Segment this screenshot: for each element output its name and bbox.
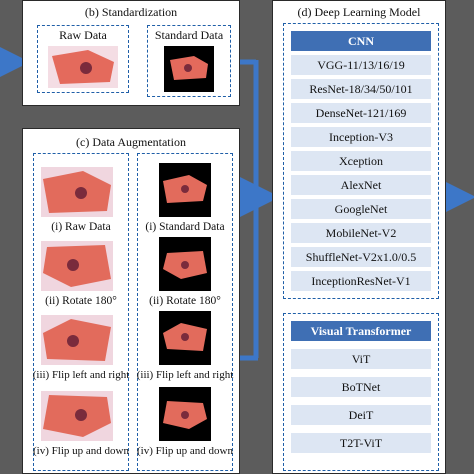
- standardization-title: (b) Standardization: [84, 5, 178, 19]
- cnn-item: Inception-V3: [291, 127, 431, 147]
- cnn-item: ResNet-18/34/50/101: [291, 79, 431, 99]
- raw-data-label: Raw Data: [59, 28, 107, 42]
- raw-image-2: [41, 241, 113, 291]
- cnn-item: GoogleNet: [291, 199, 431, 219]
- raw-image-3: [41, 315, 113, 365]
- vt-header: Visual Transformer: [291, 321, 431, 341]
- raw-caption-2: (ii) Rotate 180°: [45, 295, 117, 307]
- cnn-item: InceptionResNet-V1: [291, 271, 431, 291]
- augmentation-title: (c) Data Augmentation: [76, 135, 186, 149]
- standard-image-4: [159, 387, 211, 441]
- standard-caption-1: (i) Standard Data: [145, 221, 225, 233]
- raw-data-box: [37, 25, 129, 93]
- raw-cell-image: [48, 46, 118, 88]
- vt-item: ViT: [291, 349, 431, 369]
- standardization-panel: [22, 0, 240, 106]
- cnn-list: [291, 31, 431, 297]
- cnn-item: DenseNet-121/169: [291, 103, 431, 123]
- standard-image-3: [159, 311, 211, 365]
- augmentation-panel: [22, 128, 240, 474]
- standard-caption-4: (iv) Flip up and down: [137, 445, 233, 457]
- raw-caption-4: (iv) Flip up and down: [33, 445, 129, 457]
- raw-caption-1: (i) Raw Data: [51, 221, 111, 233]
- cnn-item: Xception: [291, 151, 431, 171]
- standard-data-label: Standard Data: [154, 28, 224, 42]
- standard-caption-3: (iii) Flip left and right: [136, 369, 234, 381]
- cnn-item: AlexNet: [291, 175, 431, 195]
- standard-image-1: [159, 163, 211, 217]
- model-panel: [272, 0, 446, 474]
- vt-item: T2T-ViT: [291, 433, 431, 453]
- standard-data-box: [147, 25, 231, 97]
- cnn-item: MobileNet-V2: [291, 223, 431, 243]
- model-title: (d) Deep Learning Model: [297, 5, 421, 19]
- vt-item: BoTNet: [291, 377, 431, 397]
- standard-image-2: [159, 237, 211, 291]
- vt-list: [291, 321, 431, 467]
- cnn-header: CNN: [291, 31, 431, 51]
- raw-image-1: [41, 167, 113, 217]
- cnn-item: VGG-11/13/16/19: [291, 55, 431, 75]
- raw-image-4: [41, 391, 113, 441]
- raw-caption-3: (iii) Flip left and right: [32, 369, 130, 381]
- standard-caption-2: (ii) Rotate 180°: [149, 295, 221, 307]
- cnn-item: ShuffleNet-V2x1.0/0.5: [291, 247, 431, 267]
- vt-item: DeiT: [291, 405, 431, 425]
- standard-cell-image: [164, 46, 214, 92]
